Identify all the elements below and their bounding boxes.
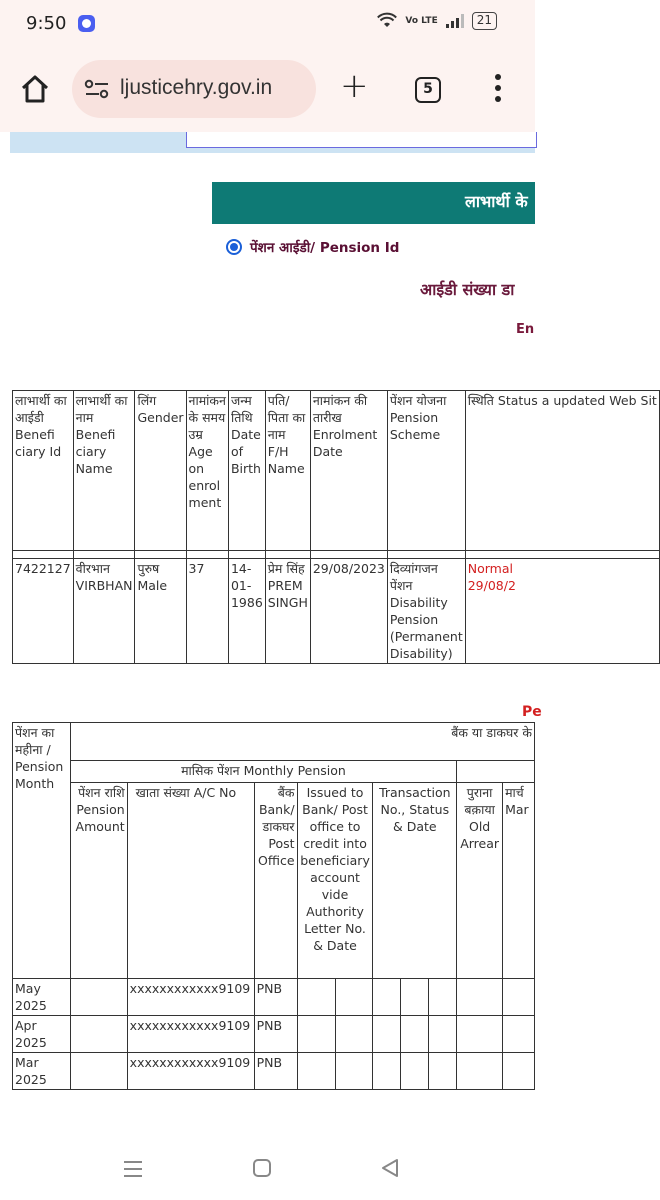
cell-month: Mar 2025	[13, 1053, 71, 1090]
header-age: नामांकन के समय उम्र Age on enrol ment	[186, 391, 228, 551]
browser-toolbar	[0, 48, 535, 132]
status-value: Normal	[467, 561, 513, 576]
table-spacer-row	[13, 551, 660, 559]
header-bank-post: बैंक Bank/ डाकघर Post Office	[254, 783, 297, 979]
header-band	[10, 132, 535, 153]
notification-app-icon	[78, 15, 95, 32]
status-icons	[377, 12, 497, 30]
cell-enrolment-date: 29/08/2023	[310, 559, 387, 664]
volte-indicator: Vo LTE	[405, 15, 438, 26]
pension-header-row-1	[13, 723, 535, 761]
cell-beneficiary-name: वीरभान VIRBHAN	[73, 559, 135, 664]
pension-row	[13, 1053, 535, 1090]
cell-bank: PNB	[254, 979, 297, 1016]
pension-table	[12, 722, 535, 1090]
table-row	[13, 559, 660, 664]
header-old-arrear: पुराना बक़ाया Old Arrear	[457, 783, 503, 979]
signal-icon	[446, 14, 464, 28]
system-nav-bar	[0, 1142, 535, 1200]
header-dob: जन्म तिथि Date of Birth	[228, 391, 265, 551]
cell-account: xxxxxxxxxxxx9109	[127, 979, 254, 1016]
cell-bank: PNB	[254, 1053, 297, 1090]
header-beneficiary-name: लाभार्थी का नाम Benefi ciary Name	[73, 391, 135, 551]
url-text[interactable]: ljusticehry.gov.in	[120, 76, 273, 99]
page-content	[0, 132, 657, 1142]
cell-gender: पुरुष Male	[135, 559, 186, 664]
battery-icon: 21	[472, 12, 497, 30]
header-pension-amount: पेंशन राशि Pension Amount	[70, 783, 127, 979]
header-scheme: पेंशन योजना Pension Scheme	[387, 391, 465, 551]
cell-scheme: दिव्यांगजन पेंशन Disability Pension (Permanent Disability)	[387, 559, 465, 664]
home-nav-icon[interactable]	[252, 1158, 272, 1178]
header-month: पेंशन का महीना / Pension Month	[13, 723, 71, 979]
header-march: मार्च Mar	[503, 783, 535, 979]
beneficiary-table	[12, 390, 660, 664]
header-beneficiary-id: लाभार्थी का आईडी Benefi ciary Id	[13, 391, 74, 551]
header-bank-section	[70, 723, 534, 761]
cell-account: xxxxxxxxxxxx9109	[127, 1016, 254, 1053]
header-bank-text: बैंक या डाकघर के	[451, 725, 532, 740]
cell-fh-name: प्रेम सिंह PREM SINGH	[265, 559, 310, 664]
enter-label: En	[516, 322, 535, 337]
cell-amount	[70, 979, 127, 1016]
back-icon[interactable]	[380, 1158, 400, 1178]
radio-selected-icon[interactable]	[226, 239, 242, 255]
header-issued-to: Issued to Bank/ Post office to credit into beneficiary account vide Authority Letter No. & Date	[297, 783, 373, 979]
menu-icon[interactable]	[494, 74, 502, 104]
cell-month: May 2025	[13, 979, 71, 1016]
header-transaction: Transaction No., Status & Date	[373, 783, 457, 979]
pension-row	[13, 1016, 535, 1053]
tab-switcher-button[interactable]: 5	[415, 77, 441, 103]
header-fh-name: पति/ पिता का नाम F/H Name	[265, 391, 310, 551]
home-icon[interactable]	[20, 74, 50, 104]
cell-account: xxxxxxxxxxxx9109	[127, 1053, 254, 1090]
cell-status	[465, 559, 659, 664]
header-account-no: खाता संख्या A/C No	[127, 783, 254, 979]
header-gender: लिंग Gender	[135, 391, 186, 551]
status-date: 29/08/2	[467, 578, 516, 593]
site-settings-icon[interactable]	[84, 78, 110, 100]
cell-month: Apr 2025	[13, 1016, 71, 1053]
cell-bank: PNB	[254, 1016, 297, 1053]
cell-amount	[70, 1016, 127, 1053]
section-banner	[212, 182, 535, 224]
banner-title: लाभार्थी के	[465, 192, 528, 211]
table-header-row	[13, 391, 660, 551]
cell-age: 37	[186, 559, 228, 664]
header-status: स्थिति Status a updated Web Sit	[465, 391, 659, 551]
header-monthly-pension: मासिक पेंशन Monthly Pension	[70, 761, 456, 783]
radio-label: पेंशन आईडी/ Pension Id	[250, 240, 400, 256]
pension-id-radio-option[interactable]	[226, 238, 399, 256]
cell-dob: 14- 01- 1986	[228, 559, 265, 664]
pension-header-row-2	[13, 761, 535, 783]
header-enrolment-date: नामांकन की तारीख Enrolment Date	[310, 391, 387, 551]
pension-row	[13, 979, 535, 1016]
id-search-label: आईडी संख्या डा	[420, 280, 515, 299]
pension-header-row-3	[13, 783, 535, 979]
pension-section-title: Pe	[522, 704, 542, 720]
address-bar[interactable]	[72, 60, 316, 118]
cell-beneficiary-id: 7422127	[13, 559, 74, 664]
wifi-icon	[377, 13, 397, 29]
status-time: 9:50	[26, 13, 67, 34]
status-bar	[0, 0, 535, 48]
recent-apps-icon[interactable]	[122, 1159, 144, 1179]
cell-amount	[70, 1053, 127, 1090]
new-tab-button[interactable]: +	[340, 66, 369, 106]
